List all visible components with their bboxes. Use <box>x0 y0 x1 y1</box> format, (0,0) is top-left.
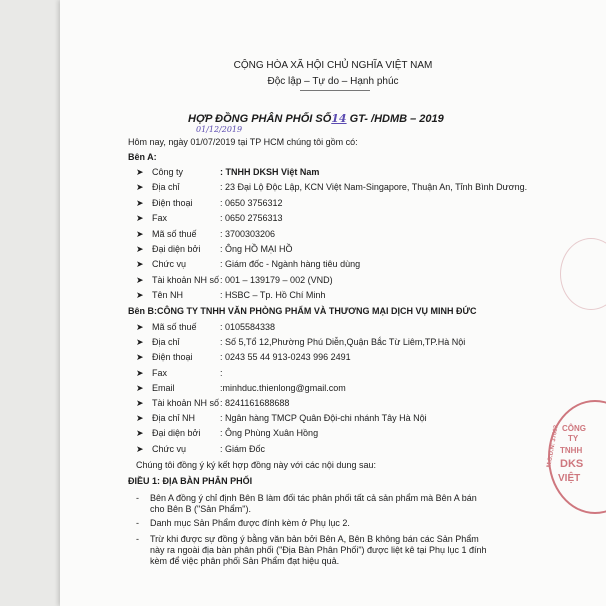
header-underline <box>300 90 370 91</box>
party-a-heading: Bên A: <box>128 152 157 162</box>
field-value: : 0243 55 44 913-0243 996 2491 <box>220 352 351 362</box>
field-label: Địa chỉ NH <box>152 413 196 423</box>
field-value: : 0650 2756313 <box>220 213 283 223</box>
stamp-line: TY <box>568 434 579 443</box>
field-label: Điện thoại <box>152 352 193 362</box>
field-value: : 23 Đại Lộ Độc Lập, KCN Việt Nam-Singapore, Thuận An, Tỉnh Bình Dương. <box>220 182 528 192</box>
bullet-arrow: ➤ <box>136 275 144 285</box>
stamp-line: VIỆT <box>558 473 581 484</box>
field-label: Tài khoản NH số <box>152 275 220 285</box>
article-item-line: này ra ngoài địa bàn phân phối ("Địa Bàn Phân Phối") được liệt kê tại Phụ lục 1 đính <box>150 545 487 555</box>
contract-page <box>60 0 606 606</box>
field-value: : TNHH DKSH Việt Nam <box>220 167 320 177</box>
agreement-line: Chúng tôi đồng ý ký kết hợp đồng này với các nội dung sau: <box>136 460 376 470</box>
field-value: : 0105584338 <box>220 322 276 332</box>
stamp-line: CÔNG <box>562 424 586 433</box>
bullet-arrow: ➤ <box>136 244 144 254</box>
field-label: Chức vụ <box>152 259 187 269</box>
bullet-arrow: ➤ <box>136 290 144 300</box>
article-item-line: kèm để việc phân phối Sản Phẩm đạt hiệu quả. <box>150 556 340 566</box>
field-value: : Ngân hàng TMCP Quân Đội-chi nhánh Tây Hà Nội <box>220 413 427 423</box>
bullet-arrow: ➤ <box>136 368 144 378</box>
article-item-line: cho Bên B ("Sản Phẩm"). <box>150 504 251 514</box>
bullet-arrow: ➤ <box>136 229 144 239</box>
bullet-arrow: ➤ <box>136 444 144 454</box>
field-value: : Giám Đốc <box>220 444 266 454</box>
intro-line: Hôm nay, ngày 01/07/2019 tại TP HCM chúng tôi gồm có: <box>128 137 358 147</box>
contract-title <box>188 112 444 125</box>
company-stamp <box>548 400 606 514</box>
bullet-arrow: ➤ <box>136 213 144 223</box>
field-label: Tên NH <box>152 290 184 300</box>
field-label: Mã số thuế <box>152 322 197 332</box>
field-value: : 3700303206 <box>220 229 276 239</box>
bullet-arrow: ➤ <box>136 428 144 438</box>
field-label: Email <box>152 383 175 393</box>
field-value: :minhduc.thienlong@gmail.com <box>220 383 346 393</box>
stamp-line: DKS <box>560 458 584 470</box>
bullet-arrow: ➤ <box>136 167 144 177</box>
article-item-line: Trừ khi được sự đồng ý bằng văn bản bởi Bên A, Bên B không bán các Sản Phẩm <box>150 534 479 544</box>
field-value: : 001 – 139179 – 002 (VND) <box>220 275 333 285</box>
national-motto: CỘNG HÒA XÃ HỘI CHỦ NGHĨA VIỆT NAM <box>233 60 433 71</box>
stamp-line: TNHH <box>560 446 583 455</box>
field-label: Tài khoản NH số <box>152 398 220 408</box>
bullet-arrow: ➤ <box>136 198 144 208</box>
list-dash: - <box>136 518 139 528</box>
faint-stamp-mark <box>560 238 606 310</box>
field-value: : Ông HỒ MẠI HỒ <box>220 244 293 254</box>
article-1-heading: ĐIỀU 1: ĐỊA BÀN PHÂN PHỐI <box>128 476 253 486</box>
field-value: : Số 5,Tổ 12,Phường Phú Diễn,Quận Bắc Từ Liêm,TP.Hà Nội <box>220 337 466 347</box>
list-dash: - <box>136 534 139 544</box>
field-value: : 8241161688688 <box>220 398 290 408</box>
field-label: Chức vụ <box>152 444 187 454</box>
field-label: Địa chỉ <box>152 337 180 347</box>
field-label: Điện thoại <box>152 198 193 208</box>
bullet-arrow: ➤ <box>136 337 144 347</box>
field-label: Fax <box>152 368 168 378</box>
stamp-ring-text: M.S.D.N: 37003 <box>546 424 560 469</box>
bullet-arrow: ➤ <box>136 383 144 393</box>
title-prefix: HỢP ĐỒNG PHÂN PHỐI SỐ <box>188 113 332 125</box>
bullet-arrow: ➤ <box>136 413 144 423</box>
handwritten-date: 01/12/2019 <box>196 125 243 134</box>
field-value: : Giám đốc - Ngành hàng tiêu dùng <box>220 259 361 269</box>
field-label: Đại diện bởi <box>152 428 201 438</box>
field-value: : 0650 3756312 <box>220 198 283 208</box>
field-label: Fax <box>152 213 168 223</box>
bullet-arrow: ➤ <box>136 182 144 192</box>
national-slogan: Độc lập – Tự do – Hạnh phúc <box>267 76 399 87</box>
field-label: Công ty <box>152 167 184 177</box>
party-b-heading: Bên B:CÔNG TY TNHH VĂN PHÒNG PHẨM VÀ THƯƠNG MẠI DỊCH VỤ MINH ĐỨC <box>128 306 477 316</box>
field-value: : HSBC – Tp. Hồ Chí Minh <box>220 290 326 300</box>
field-label: Đại diện bởi <box>152 244 201 254</box>
bullet-arrow: ➤ <box>136 259 144 269</box>
title-suffix: GT- /HDMB – 2019 <box>349 113 444 125</box>
list-dash: - <box>136 493 139 503</box>
handwritten-number: 14 <box>331 112 347 125</box>
field-label: Mã số thuế <box>152 229 197 239</box>
field-value: : <box>220 368 223 378</box>
bullet-arrow: ➤ <box>136 352 144 362</box>
article-item-line: Bên A đồng ý chỉ định Bên B làm đối tác phân phối tất cả sản phẩm mà Bên A bán <box>150 493 477 503</box>
field-label: Địa chỉ <box>152 182 180 192</box>
bullet-arrow: ➤ <box>136 322 144 332</box>
bullet-arrow: ➤ <box>136 398 144 408</box>
field-value: : Ông Phùng Xuân Hồng <box>220 428 319 438</box>
article-item-line: Danh mục Sản Phẩm được đính kèm ở Phụ lục 2. <box>150 518 350 528</box>
